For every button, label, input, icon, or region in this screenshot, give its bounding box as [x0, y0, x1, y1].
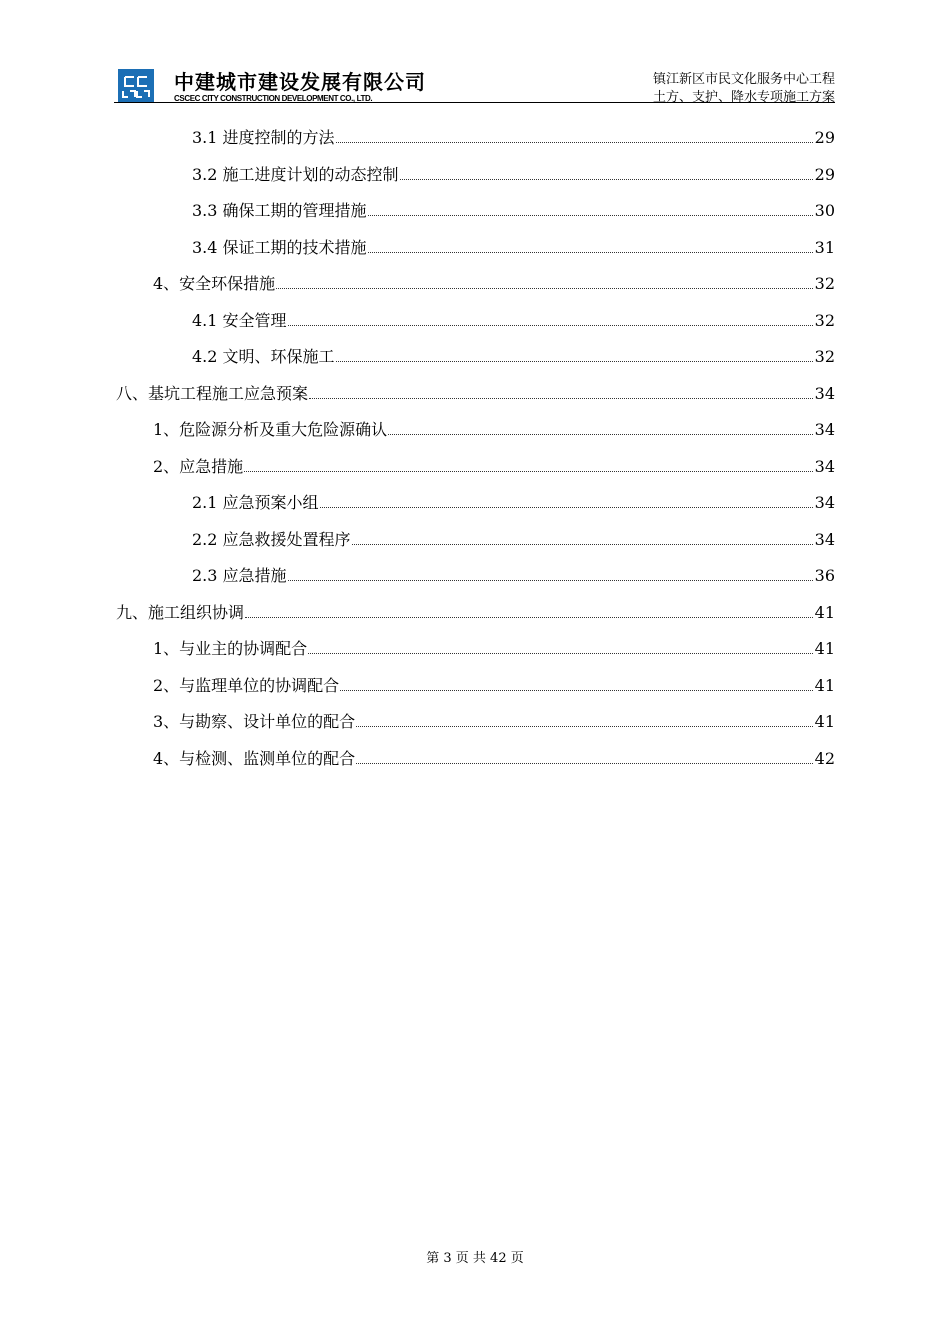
toc-entry-title: 3、与勘察、设计单位的配合 — [153, 712, 356, 731]
toc-dot-leader — [340, 690, 812, 691]
toc-page-number: 32 — [814, 274, 835, 293]
toc-dot-leader — [368, 252, 813, 253]
toc-dot-leader — [336, 142, 813, 143]
toc-entry[interactable] — [192, 527, 835, 553]
toc-entry[interactable] — [116, 600, 835, 626]
toc-dot-leader — [245, 617, 813, 618]
company-logo — [118, 69, 154, 102]
toc-entry[interactable] — [192, 490, 835, 516]
toc-entry-title: 2、应急措施 — [153, 456, 244, 476]
toc-entry-title: 3.3 确保工期的管理措施 — [192, 201, 367, 220]
toc-page-number: 32 — [814, 347, 835, 366]
toc-dot-leader — [320, 507, 813, 508]
toc-entry-title: 2.1 应急预案小组 — [192, 493, 319, 512]
toc-entry-title: 1、危险源分析及重大危险源确认 — [153, 420, 388, 439]
toc-page-number: 34 — [814, 529, 835, 549]
toc-entry-title: 1、与业主的协调配合 — [153, 639, 308, 658]
toc-entry-title: 4、安全环保措施 — [153, 274, 276, 293]
toc-page-number: 30 — [814, 201, 835, 220]
toc-entry-title: 八、基坑工程施工应急预案 — [116, 383, 309, 403]
toc-dot-leader — [368, 215, 813, 216]
toc-dot-leader — [356, 763, 812, 764]
toc-entry[interactable] — [192, 125, 835, 151]
toc-entry[interactable] — [153, 636, 835, 662]
toc-page-number: 36 — [814, 566, 835, 585]
toc-page-number: 41 — [814, 602, 835, 622]
toc-page-number: 41 — [814, 675, 835, 695]
toc-dot-leader — [308, 653, 812, 654]
toc-page-number: 34 — [814, 420, 835, 439]
toc-page-number: 32 — [814, 310, 835, 330]
toc-entry[interactable] — [153, 673, 835, 699]
toc-page-number: 31 — [814, 237, 835, 257]
page-header — [0, 0, 950, 110]
toc-dot-leader — [336, 361, 813, 362]
toc-entry-title: 4.2 文明、环保施工 — [192, 347, 335, 366]
toc-entry-title: 2.2 应急救援处置程序 — [192, 529, 351, 549]
toc-dot-leader — [400, 179, 813, 180]
toc-entry[interactable] — [192, 563, 835, 589]
toc-dot-leader — [276, 288, 812, 289]
toc-entry[interactable] — [192, 198, 835, 224]
toc-page-number: 34 — [814, 383, 835, 403]
toc-entry[interactable] — [153, 746, 835, 772]
toc-dot-leader — [288, 325, 813, 326]
company-name-en: CSCEC CITY CONSTRUCTION DEVELOPMENT CO., LTD. — [174, 94, 373, 103]
toc-dot-leader — [388, 434, 812, 435]
toc-dot-leader — [309, 398, 813, 399]
toc-entry-title: 3.2 施工进度计划的动态控制 — [192, 164, 399, 184]
toc-dot-leader — [352, 544, 813, 545]
toc-entry-title: 九、施工组织协调 — [116, 602, 245, 622]
toc-dot-leader — [244, 471, 812, 472]
toc-page-number: 29 — [814, 128, 835, 147]
toc-entry-title: 4、与检测、监测单位的配合 — [153, 748, 356, 768]
toc-entry-title: 2.3 应急措施 — [192, 566, 287, 585]
toc-page-number: 34 — [814, 493, 835, 512]
toc-page-number: 42 — [814, 748, 835, 768]
toc-entry[interactable] — [153, 271, 835, 297]
toc-page-number: 29 — [814, 164, 835, 184]
toc-entry[interactable] — [153, 709, 835, 735]
toc-entry[interactable] — [192, 235, 835, 261]
toc-page-number: 34 — [814, 456, 835, 476]
toc-entry-title: 3.4 保证工期的技术措施 — [192, 237, 367, 257]
toc-page-number: 41 — [814, 712, 835, 731]
toc-entry[interactable] — [192, 162, 835, 188]
toc-dot-leader — [288, 580, 813, 581]
project-subtitle: 土方、支护、降水专项施工方案 — [652, 90, 835, 105]
toc-entry-title: 3.1 进度控制的方法 — [192, 128, 335, 147]
toc-entry[interactable] — [192, 344, 835, 370]
toc-entry[interactable] — [116, 381, 835, 407]
toc-entry[interactable] — [153, 454, 835, 480]
toc-entry-title: 2、与监理单位的协调配合 — [153, 675, 340, 695]
page-footer: 第 3 页 共 42 页 — [426, 1251, 524, 1266]
toc-entry[interactable] — [192, 308, 835, 334]
toc-page-number: 41 — [814, 639, 835, 658]
company-name-cn: 中建城市建设发展有限公司 — [174, 70, 426, 94]
header-divider — [114, 102, 835, 103]
project-name: 镇江新区市民文化服务中心工程 — [652, 72, 835, 87]
toc-dot-leader — [356, 726, 812, 727]
toc-entry-title: 4.1 安全管理 — [192, 310, 287, 330]
toc-entry[interactable] — [153, 417, 835, 443]
